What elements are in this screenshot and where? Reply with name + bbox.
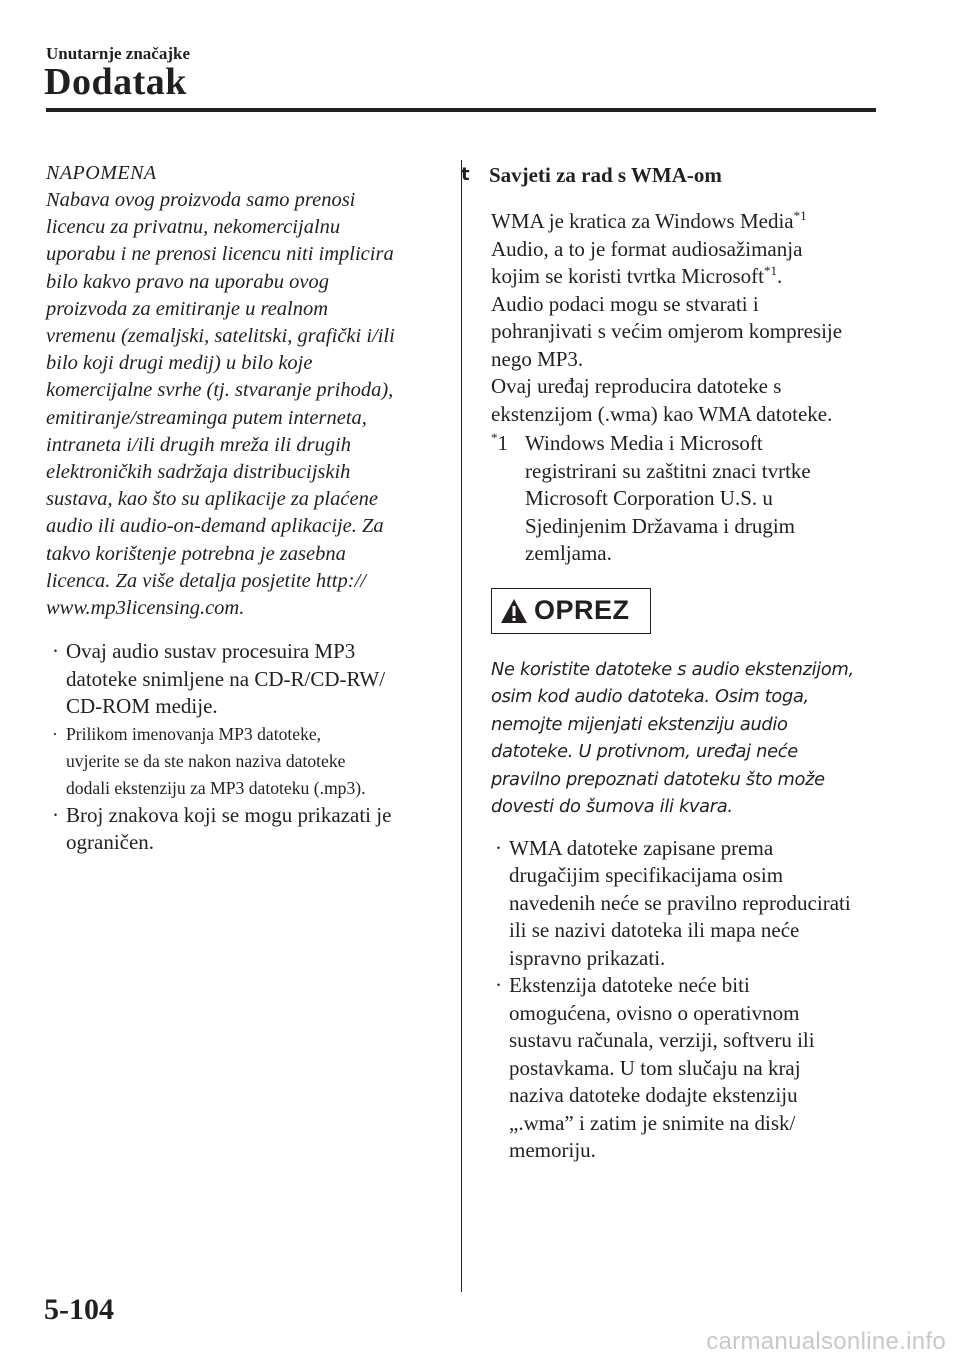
- footnote-ref: *1: [763, 263, 777, 278]
- caution-text: [461, 656, 881, 821]
- bullet-line: memoriju.: [509, 1138, 596, 1162]
- left-column: [46, 160, 446, 857]
- footnote-number: 1: [497, 431, 508, 455]
- note-line: proizvoda za emitiranje u realnom: [46, 297, 329, 320]
- list-item: [46, 638, 446, 721]
- caution-line: Ne koristite datoteke s audio ekstenzijom,: [491, 658, 854, 680]
- footnote: [461, 430, 881, 568]
- bullet-dot: ·: [52, 639, 59, 664]
- bullet-line: uvjerite se da ste nakon naziva datoteke: [66, 750, 346, 771]
- footnote-line: Windows Media i Microsoft: [525, 431, 763, 455]
- watermark: carmanualsonline.info: [706, 1328, 946, 1355]
- page-title: Dodatak: [44, 61, 187, 103]
- footnote-star: *: [491, 430, 498, 445]
- caution-line: nemojte mijenjati ekstenziju audio: [491, 713, 788, 735]
- section-heading-text: Savjeti za rad s WMA-om: [489, 163, 722, 187]
- bullet-line: naziva datoteke dodajte ekstenziju: [509, 1083, 798, 1107]
- para-line: ekstenzijom (.wma) kao WMA datoteke.: [491, 401, 833, 426]
- list-item: [46, 802, 446, 857]
- page-number: 5-104: [44, 1293, 114, 1326]
- para-line: Audio podaci mogu se stvarati i: [491, 291, 759, 316]
- footnote-line: Microsoft Corporation U.S. u: [525, 486, 773, 510]
- bullet-line: WMA datoteke zapisane prema: [509, 835, 774, 860]
- bullet-line: „.wma” i zatim je snimite na disk/: [509, 1110, 796, 1135]
- para-text: WMA je kratica za Windows Media: [491, 209, 794, 233]
- wma-description: [461, 208, 881, 428]
- note-line: bilo koji drugi medij) u bilo koje: [46, 352, 313, 375]
- note-line: elektroničkih sadržaja distribucijskih: [46, 461, 351, 484]
- note-line: takvo korištenje potrebna je zasebna: [46, 542, 346, 565]
- wma-bullet-list: [491, 835, 881, 1165]
- para-text: kojim se koristi tvrtka Microsoft: [491, 264, 764, 288]
- bullet-line: Prilikom imenovanja MP3 datoteke,: [66, 723, 322, 744]
- note-line: licenca. Za više detalja posjetite http://: [46, 569, 366, 592]
- note-line: licencu za privatnu, nekomercijalnu: [46, 216, 341, 239]
- bullet-line: dodali ekstenziju za MP3 datoteku (.mp3).: [66, 777, 366, 798]
- note-line: vremenu (zemaljski, satelitski, grafički i/ili: [46, 325, 395, 348]
- bullet-line: datoteke snimljene na CD-R/CD-RW/: [66, 666, 386, 691]
- bullet-dot: ·: [52, 802, 59, 827]
- header-rule: [46, 108, 876, 112]
- footnote-line: Sjedinjenim Državama i drugim: [525, 513, 796, 538]
- bullet-line: ispravno prikazati.: [509, 945, 666, 970]
- para-line: pohranjivati s većim omjerom kompresije: [491, 319, 843, 343]
- footnote-mark: [491, 430, 508, 458]
- bullet-line: Ekstenzija datoteke neće biti: [509, 973, 750, 997]
- note-line: emitiranje/streaminga putem interneta,: [46, 406, 367, 429]
- list-item: [491, 972, 881, 1165]
- para-line: nego MP3.: [491, 346, 584, 371]
- note-line: Nabava ovog proizvoda samo prenosi: [46, 189, 356, 211]
- caution-line: datoteke. U protivnom, uređaj neće: [491, 741, 798, 762]
- para-line: Audio, a to je format audiosažimanja: [491, 236, 803, 261]
- caution-box: [491, 588, 651, 634]
- bullet-line: Ovaj audio sustav procesuira MP3: [66, 639, 356, 664]
- bullet-line: drugačijim specifikacijama osim: [509, 863, 784, 887]
- para-line: [491, 263, 881, 291]
- caution-line: pravilno prepoznati datoteku što može: [491, 768, 825, 790]
- list-item: [46, 721, 446, 802]
- note-line: komercijalne svrhe (tj. stvaranje prihoda),: [46, 379, 394, 402]
- section-label: Unutarnje značajke: [46, 44, 191, 63]
- para-line: [491, 208, 881, 236]
- footnote-ref: *1: [793, 208, 807, 223]
- bullet-line: sustavu računala, verziji, softveru ili: [509, 1028, 815, 1052]
- bullet-dot: ·: [495, 835, 502, 860]
- section-marker-icon: t: [461, 164, 470, 185]
- note-body: [46, 187, 446, 622]
- note-heading: NAPOMENA: [46, 162, 157, 184]
- note-line: uporabu i ne prenosi licencu niti implicira: [46, 243, 394, 266]
- bullet-line: CD-ROM medije.: [66, 694, 218, 719]
- note-line: sustava, kao što su aplikacije za plaćene: [46, 488, 378, 511]
- right-column: [461, 160, 881, 1165]
- note-line: bilo kakvo pravo na uporabu ovog: [46, 270, 329, 293]
- bullet-dot: ·: [495, 973, 502, 997]
- list-item: [491, 835, 881, 973]
- bullet-dot: ·: [52, 723, 58, 744]
- footnote-line: registrirani su zaštitni znaci tvrtke: [525, 458, 811, 483]
- bullet-line: ograničen.: [66, 830, 155, 855]
- section-heading: [461, 160, 881, 190]
- bullet-line: omogućena, ovisno o operativnom: [509, 1000, 800, 1025]
- bullet-line: Broj znakova koji se mogu prikazati je: [66, 802, 392, 827]
- bullet-line: ili se nazivi datoteka ili mapa neće: [509, 918, 800, 942]
- note-line: intraneta i/ili drugih mreža ili drugih: [46, 433, 352, 456]
- note-line: www.mp3licensing.com.: [46, 597, 245, 620]
- note-line: audio ili audio-on-demand aplikacije. Za: [46, 515, 384, 538]
- footnote-line: zemljama.: [525, 541, 612, 565]
- caution-label: OPREZ: [534, 595, 630, 625]
- caution-line: dovesti do šumova ili kvara.: [491, 796, 733, 817]
- para-line: Ovaj uređaj reproducira datoteke s: [491, 374, 782, 398]
- bullet-line: navedenih neće se pravilno reproducirati: [509, 890, 851, 915]
- caution-line: osim kod audio datoteka. Osim toga,: [491, 686, 809, 707]
- mp3-bullet-list: [46, 638, 446, 857]
- bullet-line: postavkama. U tom slučaju na kraj: [509, 1055, 801, 1080]
- para-text: .: [776, 264, 783, 288]
- warning-triangle-icon: [500, 598, 528, 624]
